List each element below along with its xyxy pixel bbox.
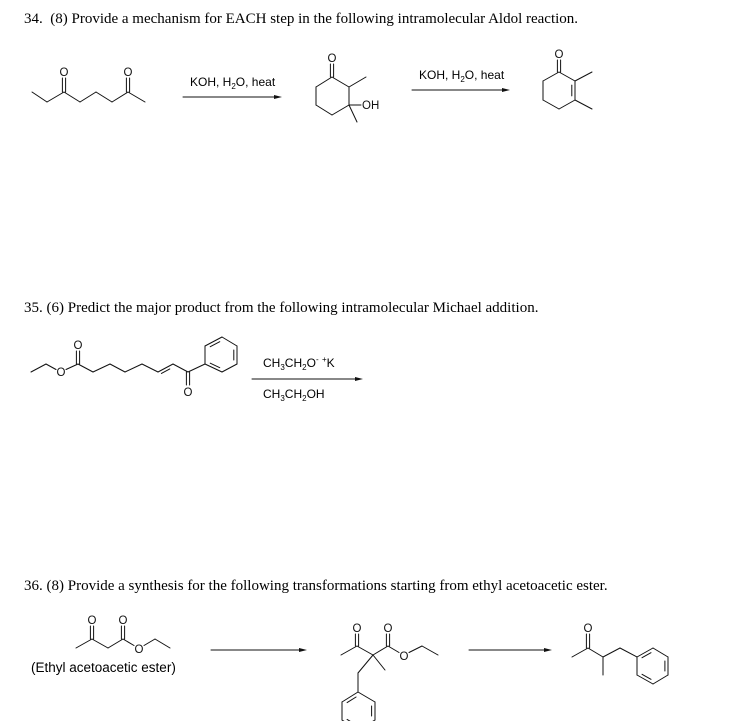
reagent-subscript: 2 xyxy=(302,363,307,372)
arrowhead-icon xyxy=(544,648,552,652)
reagent-superscript: + xyxy=(321,355,327,364)
ring-bond xyxy=(316,105,332,115)
bond xyxy=(173,364,188,372)
bond xyxy=(142,364,158,372)
bond xyxy=(64,92,80,102)
arrowhead-icon xyxy=(502,88,510,92)
bond xyxy=(110,364,125,372)
reagent-text: CH xyxy=(263,387,281,401)
reagent-text: O, heat xyxy=(235,75,276,89)
ring-bond xyxy=(559,100,575,109)
q36-reaction-arrow-2 xyxy=(469,648,552,652)
reagent-text: CH xyxy=(263,356,281,370)
bond xyxy=(46,364,56,370)
ring-bond xyxy=(332,77,349,87)
reagent-text: CH xyxy=(284,387,303,401)
methyl-bond xyxy=(575,100,592,109)
bond xyxy=(112,92,128,102)
arrowhead-icon xyxy=(299,648,307,652)
oxygen-atom-label: O xyxy=(59,67,69,79)
q36-reaction-arrow-1 xyxy=(211,648,307,652)
ethyl-acetoacetic-ester-label: (Ethyl acetoacetic ester) xyxy=(31,660,176,675)
q34-enone-product xyxy=(543,49,592,109)
reagent-text: KOH, H xyxy=(419,68,461,82)
question-35-heading: 35. (6) Predict the major product from the following intramolecular Michael addition. xyxy=(24,300,539,316)
bond xyxy=(409,646,422,653)
ring-bond xyxy=(332,105,349,115)
q35-michael-substrate xyxy=(31,337,237,399)
bond xyxy=(188,364,205,372)
reagent-text: K xyxy=(326,356,335,370)
oxygen-atom-label: O xyxy=(352,623,362,635)
arrowhead-icon xyxy=(355,377,363,381)
q34-diketone-reactant xyxy=(32,67,145,102)
methyl-bond xyxy=(373,655,385,670)
reagent-subscript: 2 xyxy=(302,394,307,403)
bond xyxy=(422,646,438,655)
oxygen-atom-label: O xyxy=(134,644,144,656)
ring-bond xyxy=(543,100,559,109)
q34-aldol-intermediate xyxy=(316,53,379,122)
bond xyxy=(603,648,620,657)
oxygen-atom-label: O xyxy=(118,615,128,627)
bond xyxy=(96,92,112,102)
reagent-subscript: 3 xyxy=(280,363,285,372)
oxygen-atom-label: O xyxy=(554,49,564,61)
ring-bond xyxy=(358,692,375,702)
question-36-heading: 36. (8) Provide a synthesis for the following transformations starting from ethyl acetoacetic ester. xyxy=(24,578,608,594)
ring-bond xyxy=(222,337,237,346)
reagent-text: OH xyxy=(306,387,325,401)
oxygen-atom-label: O xyxy=(583,623,593,635)
oxygen-atom-label: O xyxy=(73,340,83,352)
reagent-subscript: 2 xyxy=(231,82,236,91)
bond xyxy=(93,364,110,372)
reagent-subscript: 3 xyxy=(280,394,285,403)
bond xyxy=(32,92,47,102)
oxygen-atom-label: O xyxy=(123,67,133,79)
bond xyxy=(92,639,108,648)
bond xyxy=(620,648,637,657)
question-34-heading: 34. (8) Provide a mechanism for EACH step in the following intramolecular Aldol reaction. xyxy=(24,11,579,27)
bond xyxy=(66,364,78,370)
bond xyxy=(76,639,92,648)
ring-bond xyxy=(222,364,237,372)
oxygen-atom-label: O xyxy=(383,623,393,635)
methyl-bond xyxy=(575,72,592,81)
q34-reaction-arrow-2 xyxy=(412,88,510,92)
ring-bond xyxy=(653,648,668,657)
methyl-bond xyxy=(349,77,366,87)
bond xyxy=(125,364,142,372)
oxygen-atom-label: O xyxy=(56,367,66,379)
ring-bond xyxy=(543,72,559,81)
reagent-text: O, heat xyxy=(464,68,505,82)
bond xyxy=(78,364,93,372)
oxygen-atom-label: O xyxy=(327,53,337,65)
bond xyxy=(144,639,155,646)
reagent-subscript: 2 xyxy=(460,75,465,84)
q36-ketone-product xyxy=(572,623,668,684)
reagent-superscript: - xyxy=(315,355,319,364)
bond xyxy=(80,92,96,102)
hydroxyl-label: OH xyxy=(362,100,380,112)
oxygen-atom-label: O xyxy=(183,387,193,399)
bond xyxy=(358,655,373,673)
reagent-text: O xyxy=(306,356,316,370)
q35-reaction-arrow xyxy=(252,377,363,381)
bond xyxy=(47,92,64,102)
arrowhead-icon xyxy=(274,95,282,99)
oxygen-atom-label: O xyxy=(87,615,97,627)
bond xyxy=(357,646,373,655)
bond xyxy=(572,648,588,657)
bond xyxy=(388,646,399,653)
bond xyxy=(128,92,145,102)
q36-alkylated-ester xyxy=(341,623,438,721)
ring-bond xyxy=(559,72,575,81)
bond xyxy=(373,646,388,655)
reagent-text: CH xyxy=(284,356,303,370)
reagent-text: KOH, H xyxy=(190,75,232,89)
q36-ethyl-acetoacetate xyxy=(76,615,170,656)
bond xyxy=(155,639,170,648)
bond xyxy=(341,646,357,655)
q34-reaction-arrow-1 xyxy=(183,95,282,99)
ring-bond xyxy=(653,675,668,684)
ring-bond xyxy=(316,77,332,87)
bond xyxy=(123,639,134,646)
methyl-bond xyxy=(349,105,357,122)
bond xyxy=(588,648,603,657)
oxygen-atom-label: O xyxy=(399,651,409,663)
bond xyxy=(108,639,123,648)
bond xyxy=(31,364,46,372)
